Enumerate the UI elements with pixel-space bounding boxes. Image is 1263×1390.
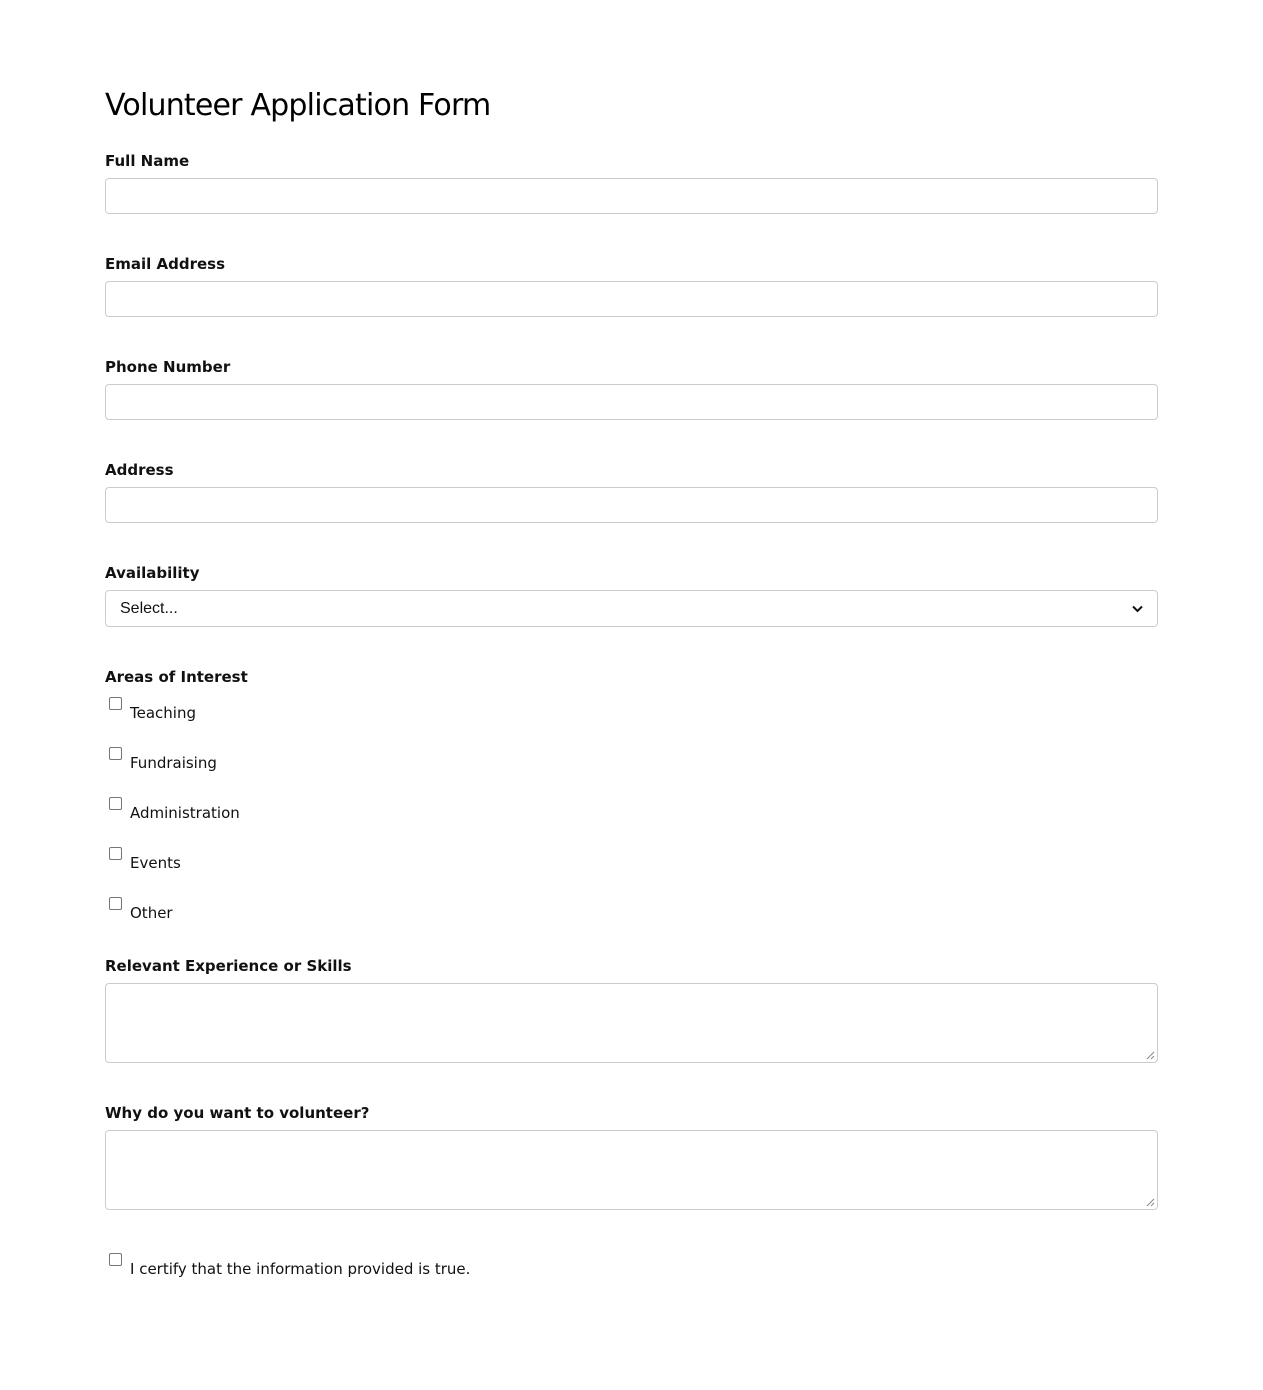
certify-label: I certify that the information provided is true. [130,1260,471,1278]
availability-label: Availability [105,564,200,582]
fundraising-checkbox[interactable] [109,747,122,760]
events-checkbox[interactable] [109,847,122,860]
teaching-checkbox[interactable] [109,697,122,710]
address-input[interactable] [105,487,1158,523]
administration-checkbox[interactable] [109,797,122,810]
chevron-down-icon [1131,603,1143,615]
address-label: Address [105,461,174,479]
phone-input[interactable] [105,384,1158,420]
email-input[interactable] [105,281,1158,317]
page-title: Volunteer Application Form [105,88,491,123]
experience-textarea[interactable] [105,983,1158,1063]
resize-grip-icon[interactable] [1146,1198,1155,1207]
experience-label: Relevant Experience or Skills [105,957,352,975]
teaching-label: Teaching [130,704,196,722]
administration-label: Administration [130,804,240,822]
phone-label: Phone Number [105,358,231,376]
other-checkbox[interactable] [109,897,122,910]
full-name-label: Full Name [105,152,190,170]
availability-select[interactable] [105,590,1158,627]
availability-selected-value: Select... [120,599,178,617]
email-label: Email Address [105,255,226,273]
full-name-input[interactable] [105,178,1158,214]
motivation-label: Why do you want to volunteer? [105,1104,370,1122]
resize-grip-icon[interactable] [1146,1051,1155,1060]
events-label: Events [130,854,181,872]
other-label: Other [130,904,173,922]
fundraising-label: Fundraising [130,754,217,772]
interests-label: Areas of Interest [105,668,248,686]
motivation-textarea[interactable] [105,1130,1158,1210]
certify-checkbox[interactable] [109,1253,122,1266]
